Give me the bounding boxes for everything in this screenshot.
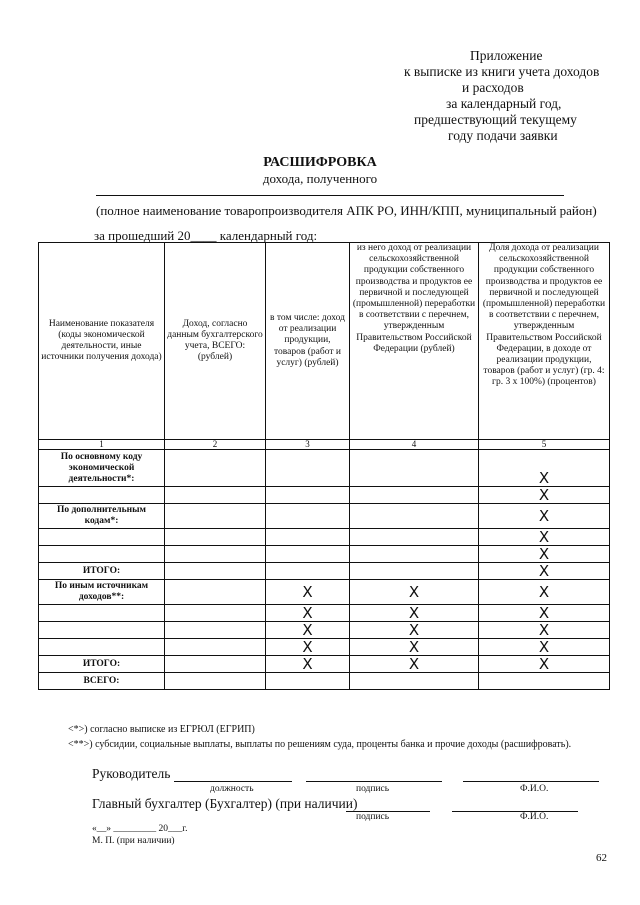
table-row [39, 656, 610, 673]
column-number: 2 [165, 440, 266, 450]
signature-caption: подпись [356, 812, 390, 822]
input-cell[interactable] [165, 673, 266, 690]
x-mark: X [350, 622, 479, 639]
x-mark: X [479, 639, 610, 656]
column-number: 1 [39, 440, 165, 450]
column-number: 4 [350, 440, 479, 450]
input-cell[interactable] [350, 504, 479, 529]
x-mark: X [266, 656, 350, 673]
input-cell[interactable] [266, 504, 350, 529]
appendix-line: и расходов [462, 80, 524, 95]
row-label-grand-total: ВСЕГО: [39, 673, 165, 690]
date-line: «__» _________ 20___г. [92, 824, 188, 834]
signature-line[interactable] [306, 781, 442, 782]
table-header-row [39, 243, 610, 440]
x-mark: X [479, 450, 610, 487]
name-line[interactable] [463, 781, 599, 782]
page-number: 62 [596, 852, 607, 864]
input-cell[interactable] [350, 673, 479, 690]
income-table [38, 242, 610, 690]
name-caption: Ф.И.О. [520, 812, 549, 822]
input-cell[interactable] [266, 529, 350, 546]
x-mark: X [479, 580, 610, 605]
header-cell: из него доход от реализации сельскохозяйственной продукции собственного производства и продуктов ее первичной и последующей (промышленной) переработки в соответствии с перечнем, утвержденным Правительством Российской Федерации (рублей) [350, 243, 479, 440]
x-mark: X [266, 622, 350, 639]
signature-caption: подпись [356, 784, 390, 794]
input-cell[interactable] [39, 529, 165, 546]
appendix-line: Приложение [470, 48, 543, 63]
appendix-line: предшествующий текущему [414, 112, 577, 127]
document-title: РАСШИФРОВКА [263, 155, 377, 170]
column-number: 3 [266, 440, 350, 450]
x-mark: X [350, 605, 479, 622]
table-row [39, 563, 610, 580]
input-cell[interactable] [350, 546, 479, 563]
x-mark: X [479, 504, 610, 529]
input-cell[interactable] [266, 487, 350, 504]
table-row [39, 529, 610, 546]
row-label-total: ИТОГО: [39, 656, 165, 673]
input-cell[interactable] [350, 529, 479, 546]
table-row [39, 673, 610, 690]
row-label-main-code: По основному коду экономической деятельности*: [39, 450, 165, 487]
row-label-total: ИТОГО: [39, 563, 165, 580]
input-cell[interactable] [165, 529, 266, 546]
x-mark: X [479, 605, 610, 622]
column-number: 5 [479, 440, 610, 450]
input-cell[interactable] [39, 639, 165, 656]
footnote-1: <*>) согласно выписке из ЕГРЮЛ (ЕГРИП) [68, 724, 255, 735]
input-cell[interactable] [266, 563, 350, 580]
input-cell[interactable] [165, 622, 266, 639]
input-cell[interactable] [165, 605, 266, 622]
table-row [39, 639, 610, 656]
input-cell[interactable] [266, 546, 350, 563]
row-label-extra-codes: По дополнительным кодам*: [39, 504, 165, 529]
document-subtitle: дохода, полученного [262, 171, 378, 186]
input-cell[interactable] [165, 656, 266, 673]
x-mark: X [350, 580, 479, 605]
input-cell[interactable] [165, 450, 266, 487]
footnote-2: <**>) субсидии, социальные выплаты, выплаты по решениям суда, проценты банка и прочие доходы (расшифровать). [68, 739, 572, 750]
table-row [39, 487, 610, 504]
accountant-name-line[interactable] [452, 811, 578, 812]
x-mark: X [266, 580, 350, 605]
input-cell[interactable] [165, 580, 266, 605]
x-mark: X [479, 487, 610, 504]
x-mark: X [479, 529, 610, 546]
position-line[interactable] [174, 781, 292, 782]
header-cell: в том числе: доход от реализации продукции, товаров (работ и услуг) (рублей) [266, 243, 350, 440]
column-number-row [39, 440, 610, 450]
x-mark: X [479, 546, 610, 563]
stamp-note: М. П. (при наличии) [92, 836, 175, 846]
table-row [39, 580, 610, 605]
input-cell[interactable] [266, 450, 350, 487]
head-label: Руководитель [92, 766, 171, 781]
x-mark: X [479, 622, 610, 639]
name-caption: Ф.И.О. [520, 784, 549, 794]
input-cell[interactable] [479, 673, 610, 690]
header-cell: Доля дохода от реализации сельскохозяйственной продукции собственного производства и продуктов ее первичной и последующей (промышленной) переработки в соответствии с перечнем, утвержденным Правительством Российской Федерации, в доходе от реализации продукции, товаров (работ и услуг) (гр. 4: гр. 3 x 100%) (процентов) [479, 243, 610, 440]
input-cell[interactable] [350, 487, 479, 504]
input-cell[interactable] [350, 563, 479, 580]
input-cell[interactable] [165, 487, 266, 504]
org-name-caption: (полное наименование товаропроизводителя АПК РО, ИНН/КПП, муниципальный район) [96, 203, 597, 218]
table-row [39, 546, 610, 563]
input-cell[interactable] [165, 563, 266, 580]
input-cell[interactable] [165, 504, 266, 529]
appendix-line: году подачи заявки [448, 128, 558, 143]
appendix-line: за календарный год, [446, 96, 562, 111]
period-line: за прошедший 20____ календарный год: [94, 228, 318, 243]
x-mark: X [479, 656, 610, 673]
x-mark: X [266, 639, 350, 656]
input-cell[interactable] [350, 450, 479, 487]
x-mark: X [350, 656, 479, 673]
input-cell[interactable] [165, 639, 266, 656]
input-cell[interactable] [266, 673, 350, 690]
input-cell[interactable] [39, 622, 165, 639]
position-caption: должность [210, 784, 254, 794]
appendix-header [380, 48, 610, 144]
table-row [39, 605, 610, 622]
table-row [39, 504, 610, 529]
input-cell[interactable] [39, 605, 165, 622]
table-row [39, 450, 610, 487]
row-label-other-sources: По иным источникам доходов**: [39, 580, 165, 605]
table-row [39, 622, 610, 639]
input-cell[interactable] [39, 546, 165, 563]
x-mark: X [350, 639, 479, 656]
input-cell[interactable] [165, 546, 266, 563]
x-mark: X [479, 563, 610, 580]
appendix-line: к выписке из книги учета доходов [404, 64, 600, 79]
input-cell[interactable] [39, 487, 165, 504]
accountant-label: Главный бухгалтер (Бухгалтер) (при наличии) [92, 796, 358, 811]
org-name-line [96, 195, 564, 196]
x-mark: X [266, 605, 350, 622]
header-cell: Доход, согласно данным бухгалтерского учета, ВСЕГО: (рублей) [165, 243, 266, 440]
header-cell: Наименование показателя (коды экономической деятельности, иные источники получения дохода) [39, 243, 165, 440]
